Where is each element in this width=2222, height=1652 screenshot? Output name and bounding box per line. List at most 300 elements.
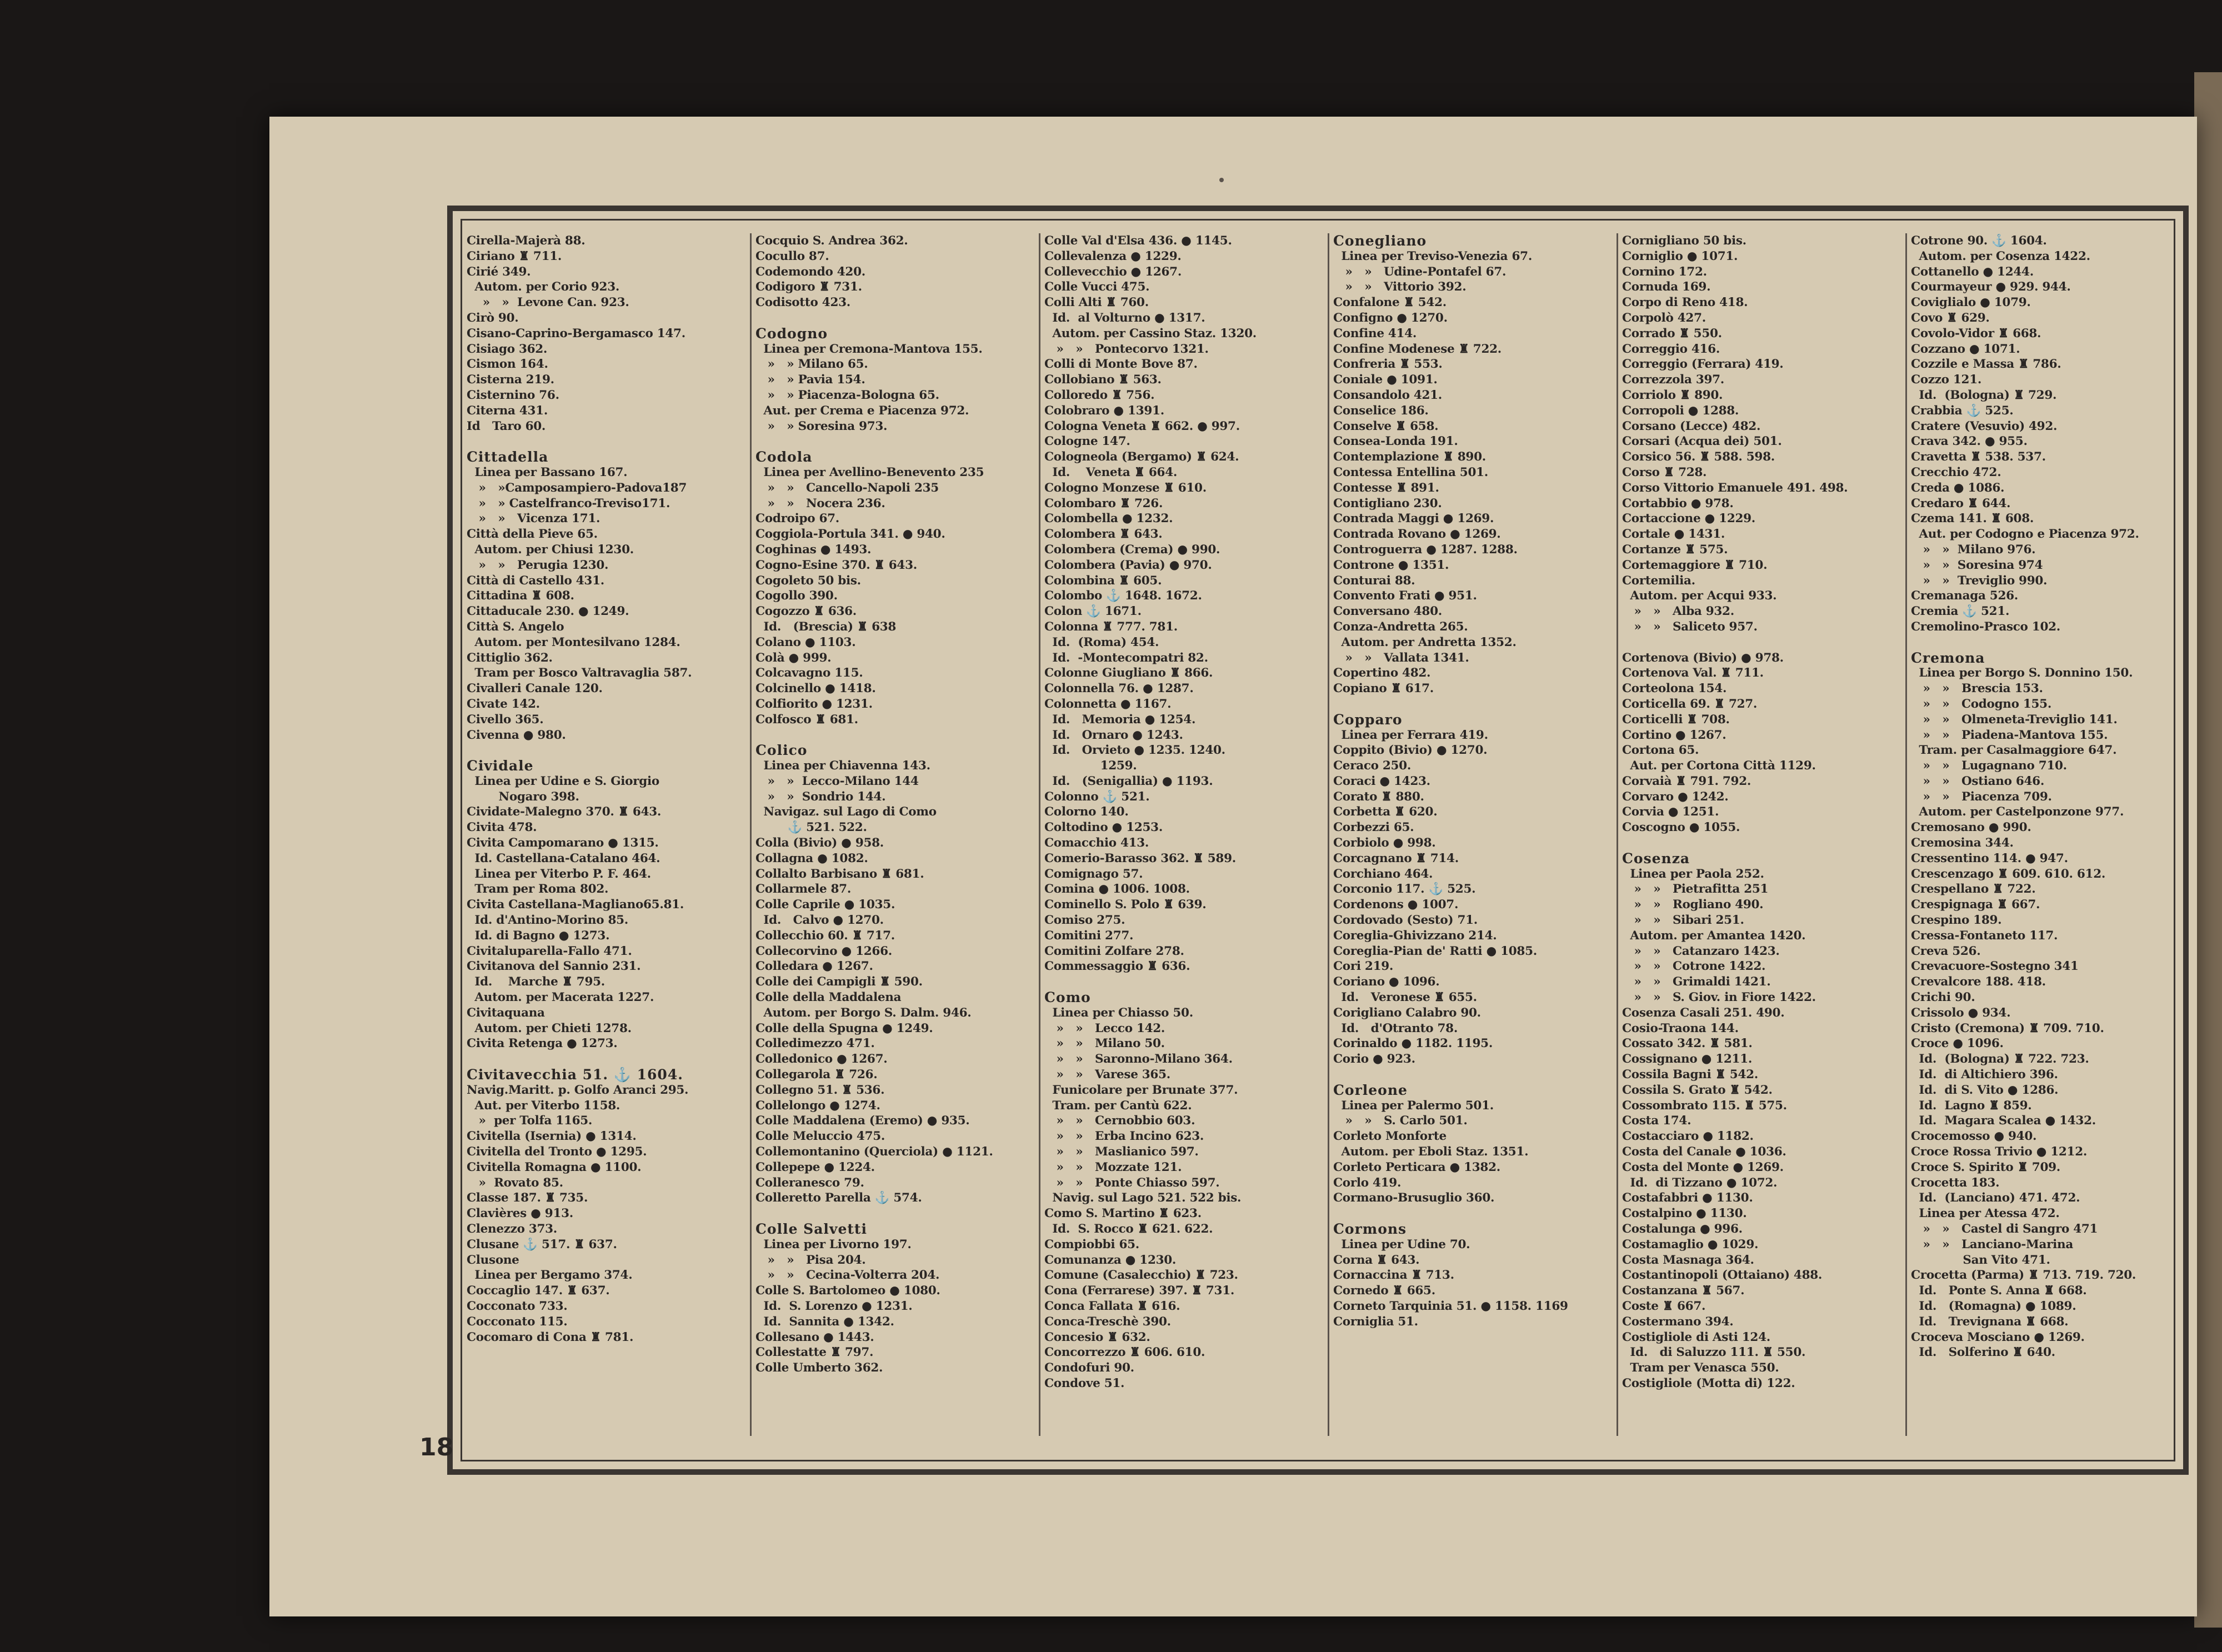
section-header: Conegliano [1333, 233, 1427, 249]
index-entry: » » Pavia 154. [755, 373, 865, 387]
index-entry: Contesse ♜ 891. [1333, 480, 1439, 495]
index-entry: Colle Caprile ● 1035. [755, 898, 895, 912]
index-entry: Corato ♜ 880. [1333, 789, 1424, 804]
index-entry: Corticelli ♜ 708. [1622, 712, 1730, 727]
index-entry: Coreglia-Ghivizzano 214. [1333, 928, 1497, 943]
index-entry: Cortanze ♜ 575. [1622, 542, 1728, 557]
index-entry: Coghinas ● 1493. [755, 542, 872, 557]
index-entry: Corio ● 923. [1333, 1052, 1415, 1067]
index-entry: » » Udine-Pontafel 67. [1333, 264, 1507, 279]
index-entry: Corna ♜ 643. [1333, 1253, 1420, 1267]
index-entry: Coniale ● 1091. [1333, 373, 1438, 387]
index-entry: Colorno 140. [1044, 805, 1129, 819]
index-entry: Autom. per Acqui 933. [1622, 589, 1777, 603]
index-entry: Cirié 349. [467, 264, 531, 279]
index-entry: Linea per Paola 252. [1622, 867, 1764, 881]
index-entry: Città della Pieve 65. [467, 527, 598, 542]
index-entry: Autom. per Chieti 1278. [467, 1021, 632, 1035]
index-entry: Consea-Londa 191. [1333, 434, 1458, 449]
index-entry: Id. (Lanciano) 471. 472. [1911, 1191, 2080, 1205]
index-entry: Cotrone 90. ⚓ 1604. [1911, 234, 2047, 248]
index-entry: Croce ● 1096. [1911, 1037, 2004, 1051]
index-entry: » » Cotrone 1422. [1622, 959, 1766, 974]
index-entry: Crespignaga ♜ 667. [1911, 898, 2040, 912]
section-header: Civitavecchia 51. ⚓ 1604. [467, 1067, 683, 1083]
index-entry: Controne ● 1351. [1333, 558, 1449, 572]
index-entry: Coccaglio 147. ♜ 637. [467, 1284, 610, 1298]
index-entry: Cremosina 344. [1911, 836, 2014, 850]
index-entry: Aut. per Viterbo 1158. [467, 1098, 620, 1113]
index-entry: Creva 526. [1911, 944, 1981, 958]
index-entry: Cirella-Majerà 88. [467, 234, 585, 248]
index-entry: Id. al Volturno ● 1317. [1044, 311, 1205, 325]
index-entry: Id. Veronese ♜ 655. [1333, 990, 1477, 1005]
index-entry: Id. Trevignana ♜ 668. [1911, 1314, 2069, 1329]
index-entry: Civitaquana [467, 1005, 545, 1020]
index-entry: Clusone [467, 1253, 519, 1267]
index-entry: Conversano 480. [1333, 604, 1442, 619]
index-entry: Contigliano 230. [1333, 496, 1442, 510]
index-entry: Colle della Maddalena [755, 990, 902, 1005]
index-entry: Corropoli ● 1288. [1622, 403, 1739, 418]
index-entry: » » Lecco 142. [1044, 1021, 1165, 1035]
index-entry [467, 1052, 744, 1067]
index-entry: Covo ♜ 629. [1911, 311, 1990, 325]
index-entry: » » Sondrio 144. [755, 789, 886, 804]
index-entry: Como S. Martino ♜ 623. [1044, 1207, 1202, 1221]
index-entry: » » Lugagnano 710. [1911, 759, 2067, 773]
index-entry: Cortenova Val. ♜ 711. [1622, 666, 1764, 680]
index-entry: Autom. per Macerata 1227. [467, 990, 654, 1005]
index-entry: Cozzile e Massa ♜ 786. [1911, 357, 2061, 372]
index-entry: Linea per Avellino-Benevento 235 [755, 465, 984, 479]
index-entry: Codroipo 67. [755, 512, 839, 526]
index-entry: Costafabbri ● 1130. [1622, 1191, 1753, 1205]
index-entry: Linea per Palermo 501. [1333, 1098, 1494, 1113]
index-entry: Costigliole di Asti 124. [1622, 1330, 1770, 1344]
index-entry: Cologne 147. [1044, 434, 1130, 449]
index-entry: Id. di Tizzano ● 1072. [1622, 1175, 1778, 1190]
index-entry: Cogoleto 50 bis. [755, 573, 861, 588]
index-entry: Colloredo ♜ 756. [1044, 388, 1155, 402]
index-entry: Cittadina ♜ 608. [467, 589, 574, 603]
index-entry: Cisano-Caprino-Bergamasco 147. [467, 326, 685, 341]
index-entry: Corso Vittorio Emanuele 491. 498. [1622, 480, 1848, 495]
index-entry: Clavières ● 913. [467, 1207, 573, 1221]
index-entry: » » Alba 932. [1622, 604, 1734, 619]
index-entry: Navig.Maritt. p. Golfo Aranci 295. [467, 1083, 689, 1097]
index-entry: Cocconato 115. [467, 1314, 568, 1329]
index-entry: Corniglio ● 1071. [1622, 249, 1738, 263]
index-entry [1333, 697, 1611, 712]
index-entry: Cocullo 87. [755, 249, 829, 263]
index-entry: Cremolino-Prasco 102. [1911, 619, 2060, 634]
index-entry: Cosenza Casali 251. 490. [1622, 1005, 1785, 1020]
index-entry: Civita Campomarano ● 1315. [467, 836, 659, 850]
index-entry: Corvaià ♜ 791. 792. [1622, 774, 1751, 788]
index-entry: » » Codogno 155. [1911, 697, 2052, 711]
index-entry: » » Piadena-Mantova 155. [1911, 728, 2108, 742]
index-entry: Confreria ♜ 553. [1333, 357, 1443, 372]
index-entry: Id. Ornaro ● 1243. [1044, 728, 1183, 742]
index-entry: Navigaz. sul Lago di Como [755, 805, 937, 819]
index-entry: Colobraro ● 1391. [1044, 403, 1164, 418]
index-entry: Città di Castello 431. [467, 573, 604, 588]
index-entry: » » Lanciano-Marina [1911, 1237, 2073, 1251]
index-entry: Navig. sul Lago 521. 522 bis. [1044, 1191, 1242, 1205]
index-entry: » » Erba Incino 623. [1044, 1129, 1204, 1144]
index-entry: Clusane ⚓ 517. ♜ 637. [467, 1237, 617, 1251]
index-entry: Colleranesco 79. [755, 1175, 864, 1190]
index-entry: Linea per Treviso-Venezia 67. [1333, 249, 1533, 263]
index-entry: » » Castel di Sangro 471 [1911, 1222, 2098, 1236]
index-entry [1333, 1206, 1611, 1222]
index-entry: Corpolò 427. [1622, 311, 1706, 325]
index-column-3 [1044, 233, 1322, 1444]
index-entry: Cortona 65. [1622, 743, 1699, 758]
index-entry: Cossombrato 115. ♜ 575. [1622, 1098, 1787, 1113]
index-entry: Linea per Cremona-Mantova 155. [755, 342, 983, 356]
index-entry: Colano ● 1103. [755, 635, 856, 649]
index-entry: Costa del Monte ● 1269. [1622, 1160, 1784, 1174]
index-entry: Collalto Barbisano ♜ 681. [755, 867, 924, 881]
index-entry: Cocquio S. Andrea 362. [755, 234, 908, 248]
index-entry: Tram per Venasca 550. [1622, 1361, 1779, 1375]
index-entry: Corchiano 464. [1333, 867, 1433, 881]
index-entry: Comune (Casalecchio) ♜ 723. [1044, 1268, 1238, 1283]
index-entry: Linea per Udine 70. [1333, 1237, 1470, 1251]
index-entry: Crocetta (Parma) ♜ 713. 719. 720. [1911, 1268, 2136, 1283]
index-entry: Id. S. Rocco ♜ 621. 622. [1044, 1222, 1213, 1236]
index-entry: Commessaggio ♜ 636. [1044, 959, 1190, 974]
section-header: Cosenza [1622, 850, 1690, 867]
index-entry: Crescenzago ♜ 609. 610. 612. [1911, 867, 2106, 881]
index-entry: » » S. Carlo 501. [1333, 1114, 1468, 1128]
index-entry: Colle Vucci 475. [1044, 280, 1150, 294]
index-entry: Costa Masnaga 364. [1622, 1253, 1754, 1267]
index-entry: Civenna ● 980. [467, 728, 566, 742]
index-entry: Linea per Atessa 472. [1911, 1207, 2060, 1221]
index-entry: Id. Memoria ● 1254. [1044, 712, 1196, 727]
index-entry: Cremosano ● 990. [1911, 820, 2031, 835]
index-entry: Id. S. Lorenzo ● 1231. [755, 1299, 913, 1313]
index-entry: Autom. per Corio 923. [467, 280, 620, 294]
index-entry: Autom. per Cassino Staz. 1320. [1044, 326, 1257, 341]
index-entry: » » S. Giov. in Fiore 1422. [1622, 990, 1816, 1005]
index-entry: Colli Alti ♜ 760. [1044, 296, 1149, 310]
index-entry: Cravetta ♜ 538. 537. [1911, 450, 2046, 464]
index-entry: Cortino ● 1267. [1622, 728, 1726, 742]
index-entry: Id. Ponte S. Anna ♜ 668. [1911, 1284, 2087, 1298]
index-entry: Collevalenza ● 1229. [1044, 249, 1182, 263]
index-entry: Convento Frati ● 951. [1333, 589, 1477, 603]
index-entry: Collobiano ♜ 563. [1044, 373, 1162, 387]
index-entry: Costacciaro ● 1182. [1622, 1129, 1754, 1144]
index-entry: Costamaglio ● 1029. [1622, 1237, 1759, 1251]
index-entry: Cornigliano 50 bis. [1622, 234, 1746, 248]
index-entry: Comina ● 1006. 1008. [1044, 882, 1190, 897]
index-entry: Coste ♜ 667. [1622, 1299, 1706, 1313]
index-entry: Id. Magara Scalea ● 1432. [1911, 1114, 2096, 1128]
index-entry: Linea per Bassano 167. [467, 465, 628, 479]
index-entry: Tram. per Cantù 622. [1044, 1098, 1192, 1113]
index-entry: Colonno ⚓ 521. [1044, 789, 1150, 804]
index-entry: Cosio-Traona 144. [1622, 1021, 1739, 1035]
index-entry: Cornaccina ♜ 713. [1333, 1268, 1454, 1283]
index-entry: Crocemosso ● 940. [1911, 1129, 2037, 1144]
index-entry: Civita Castellana-Magliano65.81. [467, 898, 684, 912]
index-entry: » » Treviglio 990. [1911, 573, 2048, 588]
section-header: Como [1044, 989, 1091, 1006]
index-entry: Codemondo 420. [755, 264, 865, 279]
index-entry: Id. (Brescia) ♜ 638 [755, 619, 897, 634]
column-rule [750, 233, 752, 1436]
index-entry: Courmayeur ● 929. 944. [1911, 280, 2071, 294]
index-entry: » » Vittorio 392. [1333, 280, 1467, 294]
index-entry: Conturai 88. [1333, 573, 1415, 588]
index-entry: Crecchio 472. [1911, 465, 2001, 479]
index-entry: » » Perugia 1230. [467, 558, 609, 572]
index-entry: » Rovato 85. [467, 1175, 563, 1190]
index-entry: Cona (Ferrarese) 397. ♜ 731. [1044, 1284, 1235, 1298]
index-entry: Costigliole (Motta di) 122. [1622, 1376, 1795, 1390]
index-entry: Colle Meluccio 475. [755, 1129, 885, 1144]
index-entry: Concorrezzo ♜ 606. 610. [1044, 1345, 1205, 1360]
index-entry: Linea per Chiavenna 143. [755, 759, 930, 773]
index-entry: » » Cernobbio 603. [1044, 1114, 1195, 1128]
index-entry: Corniglia 51. [1333, 1314, 1418, 1329]
index-entry: Id. (Senigallia) ● 1193. [1044, 774, 1213, 788]
index-entry: Contrada Rovano ● 1269. [1333, 527, 1501, 542]
index-entry: Autom. per Castelponzone 977. [1911, 805, 2124, 819]
index-column-6 [1911, 233, 2178, 1444]
index-entry: Covolo-Vidor ♜ 668. [1911, 326, 2041, 341]
index-entry: Cormano-Brusuglio 360. [1333, 1191, 1495, 1205]
index-entry: Crocetta 183. [1911, 1175, 2000, 1190]
index-entry: Colonnetta ● 1167. [1044, 697, 1172, 711]
index-entry: Cogollo 390. [755, 589, 838, 603]
index-entry: » » Maslianico 597. [1044, 1145, 1199, 1159]
index-entry: Conselice 186. [1333, 403, 1429, 418]
index-entry: » » Nocera 236. [755, 496, 885, 510]
index-entry: Cossila S. Grato ♜ 542. [1622, 1083, 1773, 1097]
index-entry: Comignago 57. [1044, 867, 1143, 881]
index-entry: Classe 187. ♜ 735. [467, 1191, 588, 1205]
index-entry: Cologna Veneta ♜ 662. ● 997. [1044, 419, 1240, 433]
index-entry: Colonne Giugliano ♜ 866. [1044, 666, 1213, 680]
index-entry: Coreglia-Pian de' Ratti ● 1085. [1333, 944, 1537, 958]
index-entry: Colledimezzo 471. [755, 1037, 875, 1051]
section-header: Colle Salvetti [755, 1221, 867, 1237]
index-entry: Aut. per Codogno e Piacenza 972. [1911, 527, 2139, 542]
index-entry: Comitini Zolfare 278. [1044, 944, 1184, 958]
index-entry: Aut. per Crema e Piacenza 972. [755, 403, 969, 418]
index-entry: Confine Modenese ♜ 722. [1333, 342, 1502, 356]
index-entry: » » Milano 50. [1044, 1037, 1165, 1051]
section-header: Cividale [467, 758, 534, 774]
index-entry: » » Rogliano 490. [1622, 898, 1764, 912]
index-entry: Id. Veneta ♜ 664. [1044, 465, 1178, 479]
index-entry: Cossato 342. ♜ 581. [1622, 1037, 1753, 1051]
index-entry: Crespellano ♜ 722. [1911, 882, 2036, 897]
index-entry: Id. (Bologna) ♜ 729. [1911, 388, 2057, 402]
page-edge [2194, 72, 2222, 1628]
index-entry [1622, 635, 1900, 650]
index-entry: Autom. per Amantea 1420. [1622, 928, 1806, 943]
index-entry: Tram per Roma 802. [467, 882, 609, 897]
index-entry: » » Lecco-Milano 144 [755, 774, 919, 788]
index-entry: Cittiglio 362. [467, 650, 553, 665]
index-entry: Civalleri Canale 120. [467, 682, 603, 696]
index-entry: » » Catanzaro 1423. [1622, 944, 1780, 958]
index-entry: Collecorvino ● 1266. [755, 944, 892, 958]
index-entry: » »Camposampiero-Padova187 [467, 480, 687, 495]
index-entry: Id Taro 60. [467, 419, 546, 433]
index-entry: » » Milano 65. [755, 357, 868, 372]
index-entry: Cottanello ● 1244. [1911, 264, 2034, 279]
index-entry: Civitanova del Sannio 231. [467, 959, 641, 974]
index-entry: » » Pietrafitta 251 [1622, 882, 1769, 897]
index-entry: Croceva Mosciano ● 1269. [1911, 1330, 2085, 1344]
index-entry: Civello 365. [467, 712, 544, 727]
index-entry: Id. (Romagna) ● 1089. [1911, 1299, 2076, 1313]
index-entry: Corticella 69. ♜ 727. [1622, 697, 1758, 711]
column-rule [1905, 233, 1907, 1436]
section-header: Cittadella [467, 449, 549, 465]
index-entry: Corlo 419. [1333, 1175, 1402, 1190]
index-entry: Coltodino ● 1253. [1044, 820, 1163, 835]
index-entry: Tram. per Casalmaggiore 647. [1911, 743, 2117, 758]
index-entry: Colon ⚓ 1671. [1044, 604, 1142, 619]
index-entry: Civitaluparella-Fallo 471. [467, 944, 632, 958]
index-entry: Colonnella 76. ● 1287. [1044, 682, 1194, 696]
index-entry: Consandolo 421. [1333, 388, 1442, 402]
index-entry [755, 311, 1033, 326]
index-entry: Colombera (Crema) ● 990. [1044, 542, 1220, 557]
index-entry: Confine 414. [1333, 326, 1417, 341]
index-entry: Cornuda 169. [1622, 280, 1711, 294]
index-entry: Cologno Monzese ♜ 610. [1044, 480, 1207, 495]
index-entry: Autom. per Chiusi 1230. [467, 542, 634, 557]
index-entry: Corvia ● 1251. [1622, 805, 1719, 819]
page-number: 18 [419, 1433, 454, 1461]
index-entry: Cordenons ● 1007. [1333, 898, 1459, 912]
index-entry: Cortemilia. [1622, 573, 1695, 588]
index-entry: Collesano ● 1443. [755, 1330, 874, 1344]
index-entry: Id. d'Antino-Morino 85. [467, 913, 628, 928]
index-entry: Correggio (Ferrara) 419. [1622, 357, 1784, 372]
index-entry: Id. Sannita ● 1342. [755, 1314, 894, 1329]
index-entry: Civita Retenga ● 1273. [467, 1037, 618, 1051]
index-entry: Colle Umberto 362. [755, 1361, 883, 1375]
index-entry: Id. Orvieto ● 1235. 1240. [1044, 743, 1225, 758]
index-entry [467, 743, 744, 758]
column-rule [1039, 233, 1040, 1436]
index-entry: Copiano ♜ 617. [1333, 682, 1434, 696]
index-entry: Ceraco 250. [1333, 759, 1412, 773]
section-header: Codogno [755, 325, 828, 342]
index-entry: Corrado ♜ 550. [1622, 326, 1722, 341]
index-entry [755, 728, 1033, 743]
index-entry: Condove 51. [1044, 1376, 1125, 1390]
index-entry: Id. Marche ♜ 795. [467, 975, 605, 989]
index-entry: » » Soresina 973. [755, 419, 888, 433]
index-entry: Collecchio 60. ♜ 717. [755, 928, 895, 943]
index-entry: Coppito (Bivio) ● 1270. [1333, 743, 1488, 758]
index-entry: Costantinopoli (Ottaiano) 488. [1622, 1268, 1823, 1283]
index-entry: 1259. [1044, 759, 1137, 773]
index-entry: Confalone ♜ 542. [1333, 296, 1447, 310]
index-entry: Id. Castellana-Catalano 464. [467, 851, 660, 865]
index-entry: » » Saronno-Milano 364. [1044, 1052, 1233, 1067]
index-entry: Collemontanino (Querciola) ● 1121. [755, 1145, 993, 1159]
index-entry: Autom. per Eboli Staz. 1351. [1333, 1145, 1529, 1159]
index-entry: Id. d'Otranto 78. [1333, 1021, 1458, 1035]
index-entry: Credaro ♜ 644. [1911, 496, 2011, 510]
index-entry: Tram per Bosco Valtravaglia 587. [467, 666, 692, 680]
index-entry: Corleto Monforte [1333, 1129, 1447, 1144]
index-entry: Correzzola 397. [1622, 373, 1724, 387]
index-entry: » » Ponte Chiasso 597. [1044, 1175, 1220, 1190]
index-entry: Codisotto 423. [755, 296, 850, 310]
index-entry: Correggio 416. [1622, 342, 1720, 356]
index-entry: Cogozzo ♜ 636. [755, 604, 857, 619]
index-entry: Citerna 431. [467, 403, 548, 418]
section-header: Copparo [1333, 711, 1403, 728]
index-entry: Collestatte ♜ 797. [755, 1345, 874, 1360]
index-entry: Comunanza ● 1230. [1044, 1253, 1177, 1267]
index-entry: Linea per Viterbo P. F. 464. [467, 867, 651, 881]
index-entry: Cozzano ● 1071. [1911, 342, 2020, 356]
index-entry: Colle Val d'Elsa 436. ● 1145. [1044, 234, 1232, 248]
index-entry: Id. Lagno ♜ 859. [1911, 1098, 2032, 1113]
column-rule [1328, 233, 1329, 1436]
index-entry: Corsico 56. ♜ 588. 598. [1622, 450, 1775, 464]
index-entry: Id. Solferino ♜ 640. [1911, 1345, 2055, 1360]
index-entry: Colombina ♜ 605. [1044, 573, 1162, 588]
index-entry: Cisterna 219. [467, 373, 554, 387]
index-entry: Ciriano ♜ 711. [467, 249, 562, 263]
index-entry: Cortaccione ● 1229. [1622, 512, 1755, 526]
index-entry: Linea per Udine e S. Giorgio [467, 774, 659, 788]
index-entry: Comerio-Barasso 362. ♜ 589. [1044, 851, 1236, 865]
index-entry: Id. di Altichiero 396. [1911, 1068, 2058, 1082]
index-entry: Corsari (Acqua dei) 501. [1622, 434, 1782, 449]
index-entry: Cisiago 362. [467, 342, 548, 356]
index-entry: Czema 141. ♜ 608. [1911, 512, 2034, 526]
index-entry: » » Milano 976. [1911, 542, 2036, 557]
index-entry: Nogaro 398. [467, 789, 579, 804]
index-entry: Id. (Bologna) ♜ 722. 723. [1911, 1052, 2089, 1067]
index-entry: Id. di Saluzzo 111. ♜ 550. [1622, 1345, 1806, 1360]
index-entry: Comitini 277. [1044, 928, 1134, 943]
index-entry: Autom. per Andretta 1352. [1333, 635, 1517, 649]
index-entry: Colla (Bivio) ● 958. [755, 836, 884, 850]
index-entry: Contemplazione ♜ 890. [1333, 450, 1486, 464]
index-entry: Id. (Roma) 454. [1044, 635, 1159, 649]
index-entry: Corso ♜ 728. [1622, 465, 1707, 479]
index-entry: Cogno-Esine 370. ♜ 643. [755, 558, 917, 572]
index-entry: Comiso 275. [1044, 913, 1125, 928]
index-entry [467, 434, 744, 449]
index-entry: Colombaro ♜ 726. [1044, 496, 1163, 510]
index-entry: Cossignano ● 1211. [1622, 1052, 1753, 1067]
index-entry: Crava 342. ● 955. [1911, 434, 2028, 449]
index-entry: Copertino 482. [1333, 666, 1431, 680]
section-header: Cormons [1333, 1221, 1407, 1237]
index-entry: » » Brescia 153. [1911, 682, 2043, 696]
index-entry: Crevacuore-Sostegno 341 [1911, 959, 2079, 974]
